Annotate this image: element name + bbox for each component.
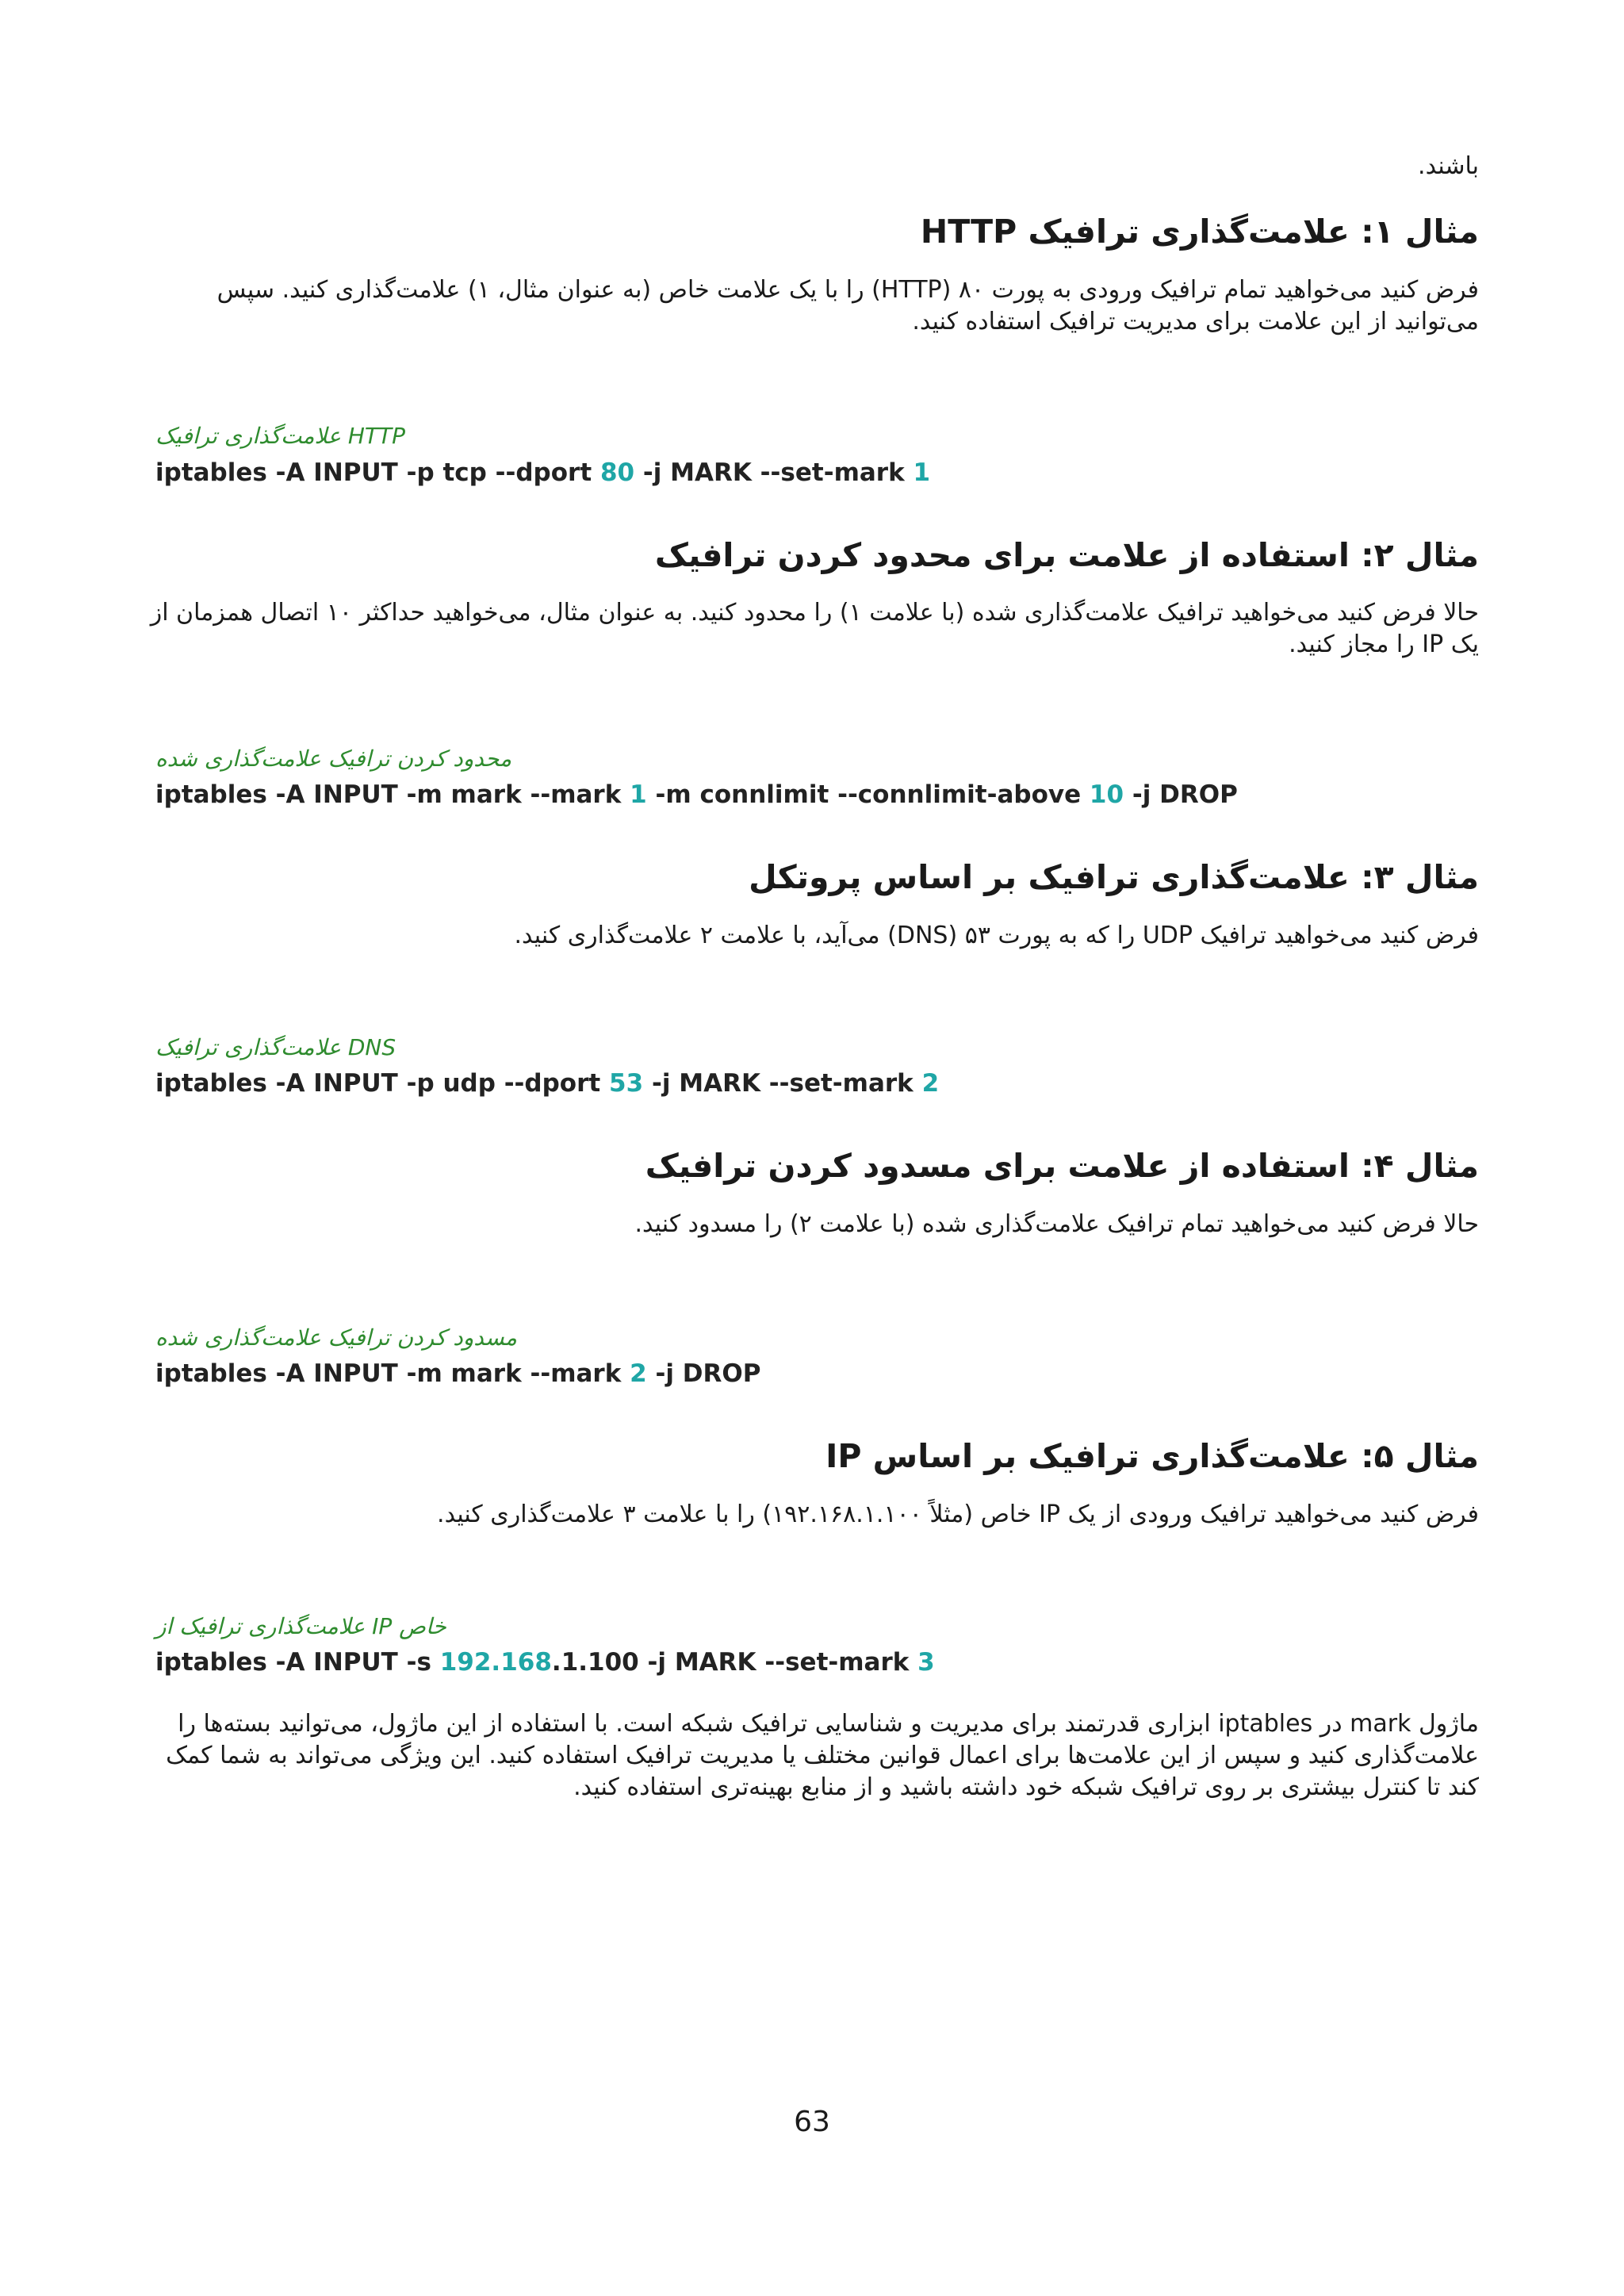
code-text: -j MARK --set-mark: [634, 458, 914, 487]
code-text: -j DROP: [646, 1359, 761, 1388]
code-number: 1: [630, 780, 647, 809]
example-1-body: فرض کنید می‌خواهید تمام ترافیک ورودی به پورت ۸۰ (HTTP) را با یک علامت خاص (به عنوان مثال، ۱) علامت‌گذاری کنید. سپس می‌توانید از این علامت برای مدیریت ترافیک استفاده کنید.: [216, 276, 1479, 335]
conclusion-paragraph: ماژول mark در iptables ابزاری قدرتمند برای مدیریت و شناسایی ترافیک شبکه است. با استفاده از این ماژول، می‌توانید بسته‌ها را علامت‌گذاری کنید و سپس از این علامت‌ها برای اعمال قوانین مختلف یا مدیریت ترافیک استفاده کنید. این ویژگی می‌تواند به شما کمک کند تا کنترل بیشتری بر روی ترافیک شبکه خود داشته باشید و از منابع بهینه‌تری استفاده کنید.: [166, 1710, 1479, 1801]
page-number: 63: [794, 2106, 830, 2138]
example-2-code: [155, 780, 1238, 809]
example-3-comment: علامت‌گذاری ترافیک DNS: [155, 1034, 396, 1060]
code-text: iptables -A INPUT -p udp --dport: [155, 1069, 610, 1098]
example-3-heading: مثال ۳: علامت‌گذاری ترافیک بر اساس پروتکل: [749, 858, 1479, 896]
example-3-body: فرض کنید می‌خواهید ترافیک UDP را که به پورت ۵۳ (DNS) می‌آید، با علامت ۲ علامت‌گذاری کنید.: [514, 922, 1479, 949]
example-5-code: [155, 1648, 935, 1677]
code-number: 80: [599, 458, 635, 487]
code-text: iptables -A INPUT -m mark --mark: [155, 780, 630, 809]
code-text: -j DROP: [1124, 780, 1238, 809]
code-text: .1.100 -j MARK --set-mark: [551, 1648, 918, 1677]
code-text: iptables -A INPUT -p tcp --dport: [155, 458, 600, 487]
code-number: 2: [921, 1069, 940, 1098]
example-2-heading: مثال ۲: استفاده از علامت برای محدود کردن ترافیک: [654, 536, 1479, 574]
code-number: 2: [630, 1359, 647, 1388]
code-text: -m connlimit --connlimit-above: [646, 780, 1090, 809]
example-1-comment: علامت‌گذاری ترافیک HTTP: [155, 423, 406, 449]
example-2-body: حالا فرض کنید می‌خواهید ترافیک علامت‌گذاری شده (با علامت ۱) را محدود کنید. به عنوان مثال، می‌خواهید حداکثر ۱۰ اتصال همزمان از یک IP را مجاز کنید.: [150, 599, 1479, 658]
example-2-comment: محدود کردن ترافیک علامت‌گذاری شده: [155, 746, 512, 772]
code-text: -j MARK --set-mark: [643, 1069, 922, 1098]
example-5-heading: مثال ۵: علامت‌گذاری ترافیک بر اساس IP: [825, 1437, 1479, 1475]
example-4-body: حالا فرض کنید می‌خواهید تمام ترافیک علامت‌گذاری شده (با علامت ۲) را مسدود کنید.: [634, 1210, 1479, 1238]
example-1-code: [155, 458, 930, 487]
code-number: 10: [1089, 780, 1124, 809]
example-3-code: [155, 1069, 939, 1098]
code-number: 192.168: [439, 1648, 552, 1677]
intro-fragment: باشند.: [1418, 152, 1479, 180]
code-text: iptables -A INPUT -s: [155, 1648, 440, 1677]
code-text: iptables -A INPUT -m mark --mark: [155, 1359, 630, 1388]
code-number: 53: [609, 1069, 644, 1098]
example-4-comment: مسدود کردن ترافیک علامت‌گذاری شده: [155, 1324, 517, 1351]
code-number: 3: [917, 1648, 935, 1677]
example-4-heading: مثال ۴: استفاده از علامت برای مسدود کردن ترافیک: [645, 1147, 1479, 1185]
code-number: 1: [913, 458, 931, 487]
example-5-body: فرض کنید می‌خواهید ترافیک ورودی از یک IP خاص (مثلاً ۱۹۲.۱۶۸.۱.۱۰۰) را با علامت ۳ علامت‌گذاری کنید.: [437, 1501, 1479, 1528]
example-4-code: [155, 1359, 760, 1388]
example-5-comment: علامت‌گذاری ترافیک از IP خاص: [155, 1613, 446, 1639]
example-1-heading: مثال ۱: علامت‌گذاری ترافیک HTTP: [920, 213, 1479, 251]
